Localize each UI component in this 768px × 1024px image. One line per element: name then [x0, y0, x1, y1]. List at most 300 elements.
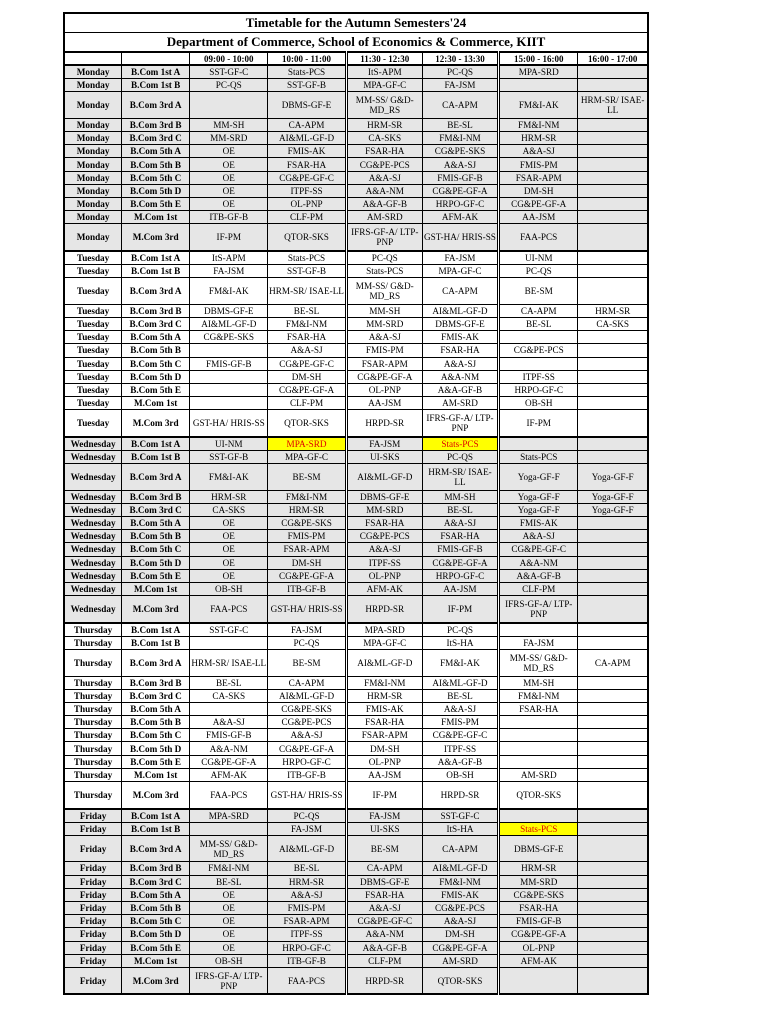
slot-cell: AA-JSM	[346, 397, 422, 410]
slot-cell	[578, 410, 648, 437]
table-row	[64, 716, 648, 729]
slot-cell: A&A-SJ	[190, 716, 268, 729]
day-cell: Monday	[64, 184, 122, 197]
table-row	[64, 822, 648, 835]
slot-cell: FSAR-HA	[499, 702, 578, 715]
slot-cell: BE-SL	[422, 689, 498, 702]
slot-cell: ITPF-SS	[268, 928, 346, 941]
slot-cell: PC-QS	[346, 251, 422, 265]
slot-cell: CA-APM	[268, 118, 346, 131]
slot-cell: AFM-AK	[346, 582, 422, 595]
table-row	[64, 768, 648, 781]
slot-cell: HRM-SR	[190, 490, 268, 503]
class-cell: B.Com 5th C	[122, 171, 190, 184]
day-cell: Monday	[64, 79, 122, 92]
slot-cell	[190, 383, 268, 396]
slot-cell: A&A-GF-B	[346, 941, 422, 954]
slot-cell: HRM-SR	[346, 118, 422, 131]
slot-cell: CA-APM	[422, 92, 498, 119]
slot-cell: HRM-SR	[268, 875, 346, 888]
slot-cell	[578, 623, 648, 637]
class-cell: B.Com 3rd C	[122, 875, 190, 888]
table-row	[64, 65, 648, 79]
day-cell: Monday	[64, 171, 122, 184]
day-cell: Monday	[64, 211, 122, 224]
slot-cell: HRPD-SR	[422, 782, 498, 809]
slot-cell	[578, 370, 648, 383]
slot-cell	[190, 636, 268, 649]
class-cell: B.Com 1st A	[122, 623, 190, 637]
slot-cell: FM&I-AK	[499, 92, 578, 119]
table-row	[64, 450, 648, 463]
slot-cell: Yoga-GF-F	[578, 503, 648, 516]
slot-cell: BE-SL	[268, 304, 346, 317]
slot-cell: AI&ML-GF-D	[422, 862, 498, 875]
slot-cell	[578, 689, 648, 702]
slot-cell	[578, 915, 648, 928]
slot-cell	[578, 676, 648, 689]
table-row	[64, 370, 648, 383]
class-cell: M.Com 3rd	[122, 224, 190, 251]
table-row	[64, 782, 648, 809]
slot-cell: CG&PE-SKS	[499, 888, 578, 901]
slot-cell: CG&PE-GF-A	[346, 370, 422, 383]
slot-cell: Stats-PCS	[346, 265, 422, 278]
class-cell: B.Com 1st B	[122, 636, 190, 649]
slot-cell	[499, 437, 578, 451]
slot-cell	[578, 145, 648, 158]
table-row	[64, 954, 648, 967]
slot-cell: FAA-PCS	[190, 596, 268, 623]
slot-cell: IF-PM	[190, 224, 268, 251]
class-cell: B.Com 3rd A	[122, 464, 190, 491]
slot-cell: MM-SH	[422, 490, 498, 503]
table-row	[64, 383, 648, 396]
table-row	[64, 251, 648, 265]
day-cell: Tuesday	[64, 304, 122, 317]
slot-cell	[578, 556, 648, 569]
slot-cell: Yoga-GF-F	[499, 490, 578, 503]
slot-cell: AM-SRD	[422, 954, 498, 967]
header-row	[64, 52, 648, 65]
day-cell: Friday	[64, 901, 122, 914]
timetable-sheet	[63, 12, 649, 995]
slot-cell: FSAR-APM	[346, 357, 422, 370]
slot-cell: SST-GF-C	[190, 65, 268, 79]
slot-cell: OE	[190, 901, 268, 914]
table-row	[64, 941, 648, 954]
class-cell: B.Com 5th E	[122, 198, 190, 211]
slot-cell: CA-APM	[499, 304, 578, 317]
slot-cell	[499, 716, 578, 729]
slot-cell: FMIS-PM	[422, 716, 498, 729]
class-cell: B.Com 1st B	[122, 265, 190, 278]
day-cell: Monday	[64, 65, 122, 79]
day-cell: Tuesday	[64, 397, 122, 410]
slot-cell: ItS-APM	[346, 65, 422, 79]
slot-cell: QTOR-SKS	[422, 967, 498, 994]
slot-cell: CG&PE-GF-A	[422, 184, 498, 197]
slot-cell: OE	[190, 184, 268, 197]
slot-cell: BE-SL	[499, 317, 578, 330]
slot-cell: A&A-SJ	[346, 331, 422, 344]
class-cell: M.Com 1st	[122, 397, 190, 410]
day-cell: Tuesday	[64, 317, 122, 330]
slot-cell: QTOR-SKS	[268, 224, 346, 251]
slot-cell: CG&PE-SKS	[268, 702, 346, 715]
slot-cell: SST-GF-C	[190, 623, 268, 637]
slot-cell: CLF-PM	[346, 954, 422, 967]
slot-cell: FMIS-GF-B	[190, 357, 268, 370]
slot-cell: IF-PM	[499, 410, 578, 437]
slot-cell	[578, 132, 648, 145]
slot-cell	[499, 357, 578, 370]
slot-header: 16:00 - 17:00	[578, 52, 648, 65]
slot-cell: BE-SL	[422, 118, 498, 131]
slot-cell	[190, 397, 268, 410]
slot-cell: ITB-GF-B	[268, 582, 346, 595]
slot-cell: CA-SKS	[190, 689, 268, 702]
slot-cell	[578, 79, 648, 92]
slot-cell	[578, 768, 648, 781]
slot-cell: FAA-PCS	[190, 782, 268, 809]
slot-cell: CG&PE-GF-C	[268, 171, 346, 184]
slot-cell: FSAR-HA	[346, 716, 422, 729]
slot-cell: MPA-SRD	[499, 65, 578, 79]
class-cell: M.Com 3rd	[122, 410, 190, 437]
slot-cell: OE	[190, 941, 268, 954]
slot-cell: HRPO-GF-C	[422, 198, 498, 211]
day-cell: Wednesday	[64, 582, 122, 595]
day-cell: Tuesday	[64, 331, 122, 344]
slot-cell: ITB-GF-B	[190, 211, 268, 224]
slot-cell: HRM-SR/ ISAE-LL	[578, 92, 648, 119]
slot-cell: AI&ML-GF-D	[190, 317, 268, 330]
class-cell: M.Com 1st	[122, 768, 190, 781]
day-cell: Thursday	[64, 650, 122, 677]
slot-cell: AA-JSM	[499, 211, 578, 224]
day-cell: Friday	[64, 941, 122, 954]
slot-cell: FSAR-HA	[422, 344, 498, 357]
table-row	[64, 198, 648, 211]
day-cell: Thursday	[64, 702, 122, 715]
day-cell: Wednesday	[64, 450, 122, 463]
slot-cell: A&A-NM	[190, 742, 268, 755]
slot-cell: CG&PE-GF-A	[422, 556, 498, 569]
slot-cell: OB-SH	[190, 954, 268, 967]
slot-cell: UI-NM	[499, 251, 578, 265]
day-cell: Thursday	[64, 623, 122, 637]
slot-cell: FA-JSM	[422, 79, 498, 92]
table-row	[64, 184, 648, 197]
day-cell: Monday	[64, 224, 122, 251]
class-cell: B.Com 1st B	[122, 79, 190, 92]
table-row	[64, 928, 648, 941]
slot-cell	[578, 941, 648, 954]
day-cell: Thursday	[64, 782, 122, 809]
highlighted-slot-cell: MPA-SRD	[268, 437, 346, 451]
slot-cell: OL-PNP	[346, 569, 422, 582]
class-cell: B.Com 5th E	[122, 569, 190, 582]
slot-cell	[578, 278, 648, 305]
slot-cell: MM-SS/ G&D-MD_RS	[346, 92, 422, 119]
table-row	[64, 410, 648, 437]
day-cell: Thursday	[64, 689, 122, 702]
slot-cell: BE-SM	[346, 835, 422, 862]
day-cell: Friday	[64, 862, 122, 875]
slot-cell	[578, 782, 648, 809]
slot-cell: MPA-GF-C	[422, 265, 498, 278]
slot-cell	[578, 171, 648, 184]
document-title: Timetable for the Autumn Semesters'24	[245, 15, 467, 30]
table-row	[64, 569, 648, 582]
title-block	[63, 12, 649, 51]
slot-cell: BE-SL	[190, 875, 268, 888]
slot-cell: HRM-SR/ ISAE-LL	[190, 650, 268, 677]
class-cell: B.Com 5th C	[122, 357, 190, 370]
slot-cell: A&A-SJ	[346, 901, 422, 914]
class-cell: B.Com 5th B	[122, 530, 190, 543]
class-cell: B.Com 1st B	[122, 822, 190, 835]
slot-cell	[190, 370, 268, 383]
slot-cell: ITPF-SS	[346, 556, 422, 569]
slot-cell: MM-SRD	[190, 132, 268, 145]
class-cell: B.Com 5th E	[122, 383, 190, 396]
slot-cell: MM-SS/ G&D-MD_RS	[346, 278, 422, 305]
slot-cell	[578, 224, 648, 251]
document-subtitle: Department of Commerce, School of Economics & Commerce, KIIT	[65, 32, 647, 51]
slot-cell: ITPF-SS	[422, 742, 498, 755]
class-cell: B.Com 5th D	[122, 184, 190, 197]
slot-cell: CG&PE-PCS	[268, 716, 346, 729]
table-row	[64, 304, 648, 317]
slot-cell: CG&PE-GF-A	[268, 742, 346, 755]
class-cell: B.Com 5th B	[122, 344, 190, 357]
slot-cell: MPA-SRD	[190, 809, 268, 823]
slot-cell: A&A-SJ	[268, 888, 346, 901]
class-cell: B.Com 5th C	[122, 729, 190, 742]
slot-cell: MM-SH	[499, 676, 578, 689]
slot-cell: UI-SKS	[346, 450, 422, 463]
day-cell: Wednesday	[64, 503, 122, 516]
slot-cell: FSAR-HA	[346, 888, 422, 901]
slot-cell: SST-GF-C	[422, 809, 498, 823]
table-row	[64, 464, 648, 491]
class-cell: B.Com 1st A	[122, 65, 190, 79]
slot-cell: FSAR-HA	[346, 145, 422, 158]
slot-cell: FA-JSM	[268, 822, 346, 835]
slot-cell: MPA-SRD	[346, 623, 422, 637]
table-row	[64, 689, 648, 702]
slot-cell: CG&PE-GF-A	[190, 755, 268, 768]
slot-cell: A&A-SJ	[268, 344, 346, 357]
slot-cell: SST-GF-B	[268, 265, 346, 278]
class-cell: B.Com 5th A	[122, 145, 190, 158]
slot-cell: CG&PE-GF-A	[268, 569, 346, 582]
slot-cell: FAA-PCS	[268, 967, 346, 994]
slot-cell: CA-APM	[346, 862, 422, 875]
slot-cell	[578, 530, 648, 543]
slot-cell: AI&ML-GF-D	[268, 132, 346, 145]
slot-cell: Yoga-GF-F	[578, 464, 648, 491]
day-cell: Thursday	[64, 742, 122, 755]
slot-cell: MPA-GF-C	[346, 636, 422, 649]
slot-cell	[578, 582, 648, 595]
slot-cell	[578, 822, 648, 835]
slot-cell: FMIS-GF-B	[499, 915, 578, 928]
slot-cell: AFM-AK	[499, 954, 578, 967]
slot-cell: FSAR-APM	[499, 171, 578, 184]
slot-cell: A&A-NM	[422, 370, 498, 383]
slot-cell: FMIS-AK	[422, 331, 498, 344]
slot-cell: AFM-AK	[190, 768, 268, 781]
slot-cell: Yoga-GF-F	[499, 464, 578, 491]
slot-cell: SST-GF-B	[190, 450, 268, 463]
slot-cell: FM&I-NM	[422, 132, 498, 145]
slot-cell: FSAR-HA	[268, 331, 346, 344]
table-row	[64, 888, 648, 901]
slot-cell: OE	[190, 888, 268, 901]
class-cell: B.Com 3rd C	[122, 503, 190, 516]
slot-cell: FSAR-HA	[268, 158, 346, 171]
class-cell: M.Com 1st	[122, 954, 190, 967]
slot-cell: AFM-AK	[422, 211, 498, 224]
slot-cell: FA-JSM	[190, 265, 268, 278]
slot-cell: GST-HA/ HRIS-SS	[268, 782, 346, 809]
class-cell: B.Com 3rd C	[122, 132, 190, 145]
slot-cell: AI&ML-GF-D	[346, 650, 422, 677]
slot-cell	[578, 862, 648, 875]
slot-cell: FM&I-AK	[190, 278, 268, 305]
class-cell: B.Com 5th A	[122, 517, 190, 530]
slot-cell: DBMS-GF-E	[422, 317, 498, 330]
slot-cell: A&A-SJ	[422, 702, 498, 715]
slot-cell: DM-SH	[268, 556, 346, 569]
slot-cell: DM-SH	[346, 742, 422, 755]
day-cell: Friday	[64, 809, 122, 823]
slot-cell: IFRS-GF-A/ LTP-PNP	[422, 410, 498, 437]
slot-cell	[578, 967, 648, 994]
class-cell: B.Com 5th D	[122, 742, 190, 755]
slot-cell: FSAR-APM	[268, 543, 346, 556]
class-cell: B.Com 1st A	[122, 251, 190, 265]
slot-cell: A&A-GF-B	[346, 198, 422, 211]
slot-cell: FM&I-NM	[422, 875, 498, 888]
slot-cell: CA-APM	[578, 650, 648, 677]
slot-cell: CG&PE-SKS	[422, 145, 498, 158]
slot-cell	[578, 875, 648, 888]
slot-cell: HRM-SR	[346, 689, 422, 702]
slot-cell: BE-SM	[268, 464, 346, 491]
slot-cell: CG&PE-GF-C	[268, 357, 346, 370]
slot-cell: OB-SH	[499, 397, 578, 410]
slot-cell: FM&I-NM	[268, 317, 346, 330]
table-row	[64, 729, 648, 742]
slot-cell: MM-SRD	[499, 875, 578, 888]
slot-cell	[578, 888, 648, 901]
day-cell: Wednesday	[64, 596, 122, 623]
slot-cell: CA-SKS	[346, 132, 422, 145]
day-cell: Monday	[64, 158, 122, 171]
day-cell: Monday	[64, 132, 122, 145]
class-cell: B.Com 5th A	[122, 702, 190, 715]
slot-cell: HRPD-SR	[346, 967, 422, 994]
slot-cell	[578, 702, 648, 715]
slot-header: 10:00 - 11:00	[268, 52, 346, 65]
day-cell: Friday	[64, 888, 122, 901]
slot-cell	[578, 383, 648, 396]
slot-cell: OL-PNP	[499, 941, 578, 954]
table-row	[64, 503, 648, 516]
table-row	[64, 145, 648, 158]
slot-cell: ItS-HA	[422, 636, 498, 649]
slot-cell: CA-APM	[422, 835, 498, 862]
day-cell: Tuesday	[64, 357, 122, 370]
day-cell: Wednesday	[64, 464, 122, 491]
slot-cell	[578, 928, 648, 941]
slot-cell: A&A-NM	[499, 556, 578, 569]
slot-cell: CG&PE-PCS	[422, 901, 498, 914]
slot-cell	[578, 211, 648, 224]
table-row	[64, 224, 648, 251]
day-cell: Friday	[64, 822, 122, 835]
slot-cell: HRM-SR/ ISAE-LL	[268, 278, 346, 305]
slot-cell: AI&ML-GF-D	[268, 835, 346, 862]
slot-cell: A&A-SJ	[422, 357, 498, 370]
slot-cell: AI&ML-GF-D	[422, 676, 498, 689]
table-row	[64, 265, 648, 278]
day-cell: Wednesday	[64, 543, 122, 556]
slot-cell: CG&PE-SKS	[268, 517, 346, 530]
slot-header: 11:30 - 12:30	[346, 52, 422, 65]
slot-cell	[499, 79, 578, 92]
slot-cell: FSAR-HA	[422, 530, 498, 543]
class-cell: B.Com 5th C	[122, 543, 190, 556]
table-row	[64, 915, 648, 928]
class-cell: B.Com 5th D	[122, 370, 190, 383]
day-cell: Thursday	[64, 755, 122, 768]
class-cell: B.Com 3rd B	[122, 676, 190, 689]
slot-cell: OE	[190, 543, 268, 556]
slot-cell: OE	[190, 517, 268, 530]
slot-cell: GST-HA/ HRIS-SS	[422, 224, 498, 251]
class-cell: B.Com 3rd B	[122, 118, 190, 131]
class-cell: B.Com 5th C	[122, 915, 190, 928]
class-cell: B.Com 5th B	[122, 716, 190, 729]
slot-cell: A&A-SJ	[422, 517, 498, 530]
slot-cell: CG&PE-GF-A	[422, 941, 498, 954]
slot-cell: UI-NM	[190, 437, 268, 451]
class-cell: B.Com 3rd C	[122, 689, 190, 702]
slot-cell: CG&PE-GF-C	[422, 729, 498, 742]
slot-cell: FMIS-GF-B	[422, 171, 498, 184]
slot-cell: FMIS-PM	[268, 530, 346, 543]
slot-cell: FM&I-NM	[190, 862, 268, 875]
table-row	[64, 278, 648, 305]
table-row	[64, 650, 648, 677]
slot-cell: AI&ML-GF-D	[268, 689, 346, 702]
table-row	[64, 530, 648, 543]
day-cell: Tuesday	[64, 278, 122, 305]
day-cell: Tuesday	[64, 370, 122, 383]
slot-cell: PC-QS	[422, 65, 498, 79]
class-cell: B.Com 5th B	[122, 901, 190, 914]
timetable-body	[64, 65, 648, 994]
class-cell: B.Com 5th E	[122, 941, 190, 954]
slot-cell: OE	[190, 928, 268, 941]
day-cell: Tuesday	[64, 410, 122, 437]
slot-cell: AM-SRD	[422, 397, 498, 410]
